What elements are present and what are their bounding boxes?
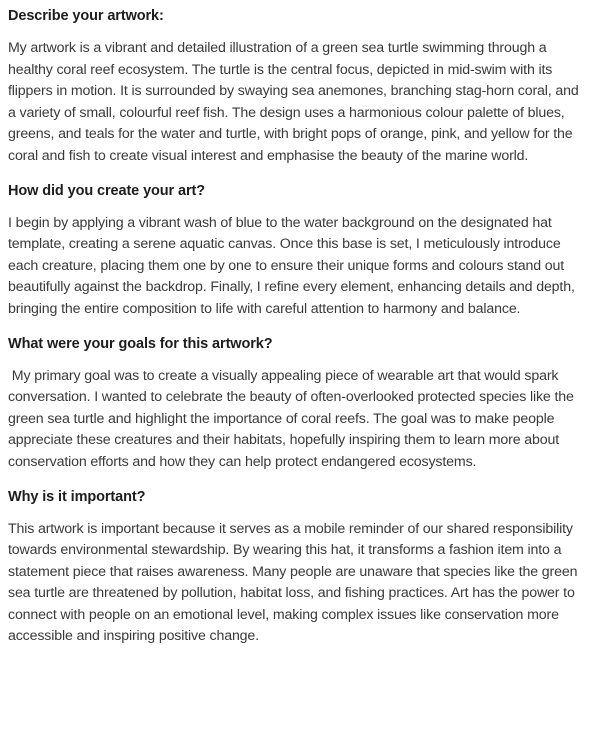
answer-paragraph-how-created: I begin by applying a vibrant wash of blue to the water background on the designated hat template, creating a serene aquatic canvas. Once this base is set, I meticulously introduce each creature, placing them one by one to ensure their unique forms and colours stand out beautifully against the backdrop. Finally, I refine every element, enhancing details and depth, bringing the entire composition to life with careful attention to harmony and balance. (8, 214, 579, 317)
section-describe-artwork (8, 6, 588, 168)
question-heading-describe-artwork: Describe your artwork: (8, 8, 164, 24)
answer-paragraph-describe-artwork: My artwork is a vibrant and detailed illustration of a green sea turtle swimming through a healthy coral reef ecosystem. The turtle is the central focus, depicted in mid-swim with its flippers in motion. It is surrounded by swaying sea anemones, branching stag-horn coral, and a variety of small, colourful reef fish. The design uses a harmonious colour palette of blues, greens, and teals for the water and turtle, with bright pops of orange, pink, and yellow for the coral and fish to create visual interest and emphasise the beauty of the marine world. (8, 40, 583, 164)
answer-paragraph-goals: My primary goal was to create a visually appealing piece of wearable art that would spark conversation. I wanted to celebrate the beauty of often-overlooked protected species like the green sea turtle and highlight the importance of coral reefs. The goal was to make people appreciate these creatures and their habitats, hopefully inspiring them to learn more about conservation efforts and how they can help protect endangered ecosystems. (8, 367, 578, 470)
section-why-important (8, 487, 588, 649)
question-heading-why-important: Why is it important? (8, 488, 146, 505)
section-how-created (8, 181, 588, 321)
answer-paragraph-why-important: This artwork is important because it serves as a mobile reminder of our shared responsibility towards environmental stewardship. By wearing this hat, it transforms a fashion item into a statement piece that raises awareness. Many people are unaware that species like the green sea turtle are threatened by pollution, habitat loss, and fishing practices. Art has the power to connect with people on an emotional level, making complex issues like conservation more accessible and inspiring positive change. (8, 520, 582, 645)
question-heading-how-created: How did you create your art? (8, 182, 206, 199)
section-goals (8, 334, 588, 474)
question-heading-goals: What were your goals for this artwork? (8, 335, 273, 352)
